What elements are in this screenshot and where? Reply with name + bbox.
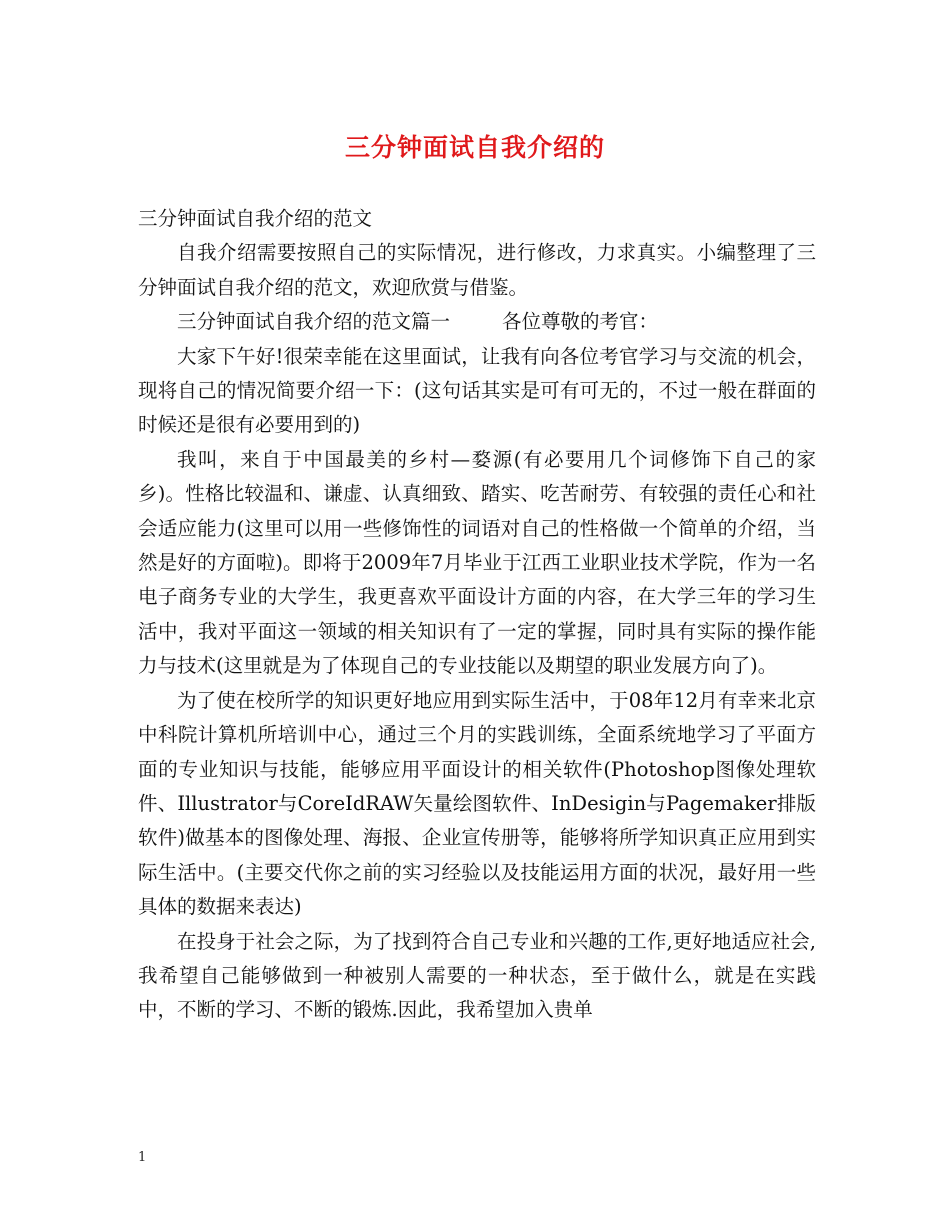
- intro-paragraph: 自我介绍需要按照自己的实际情况，进行修改，力求真实。小编整理了三分钟面试自我介绍的范文，欢迎欣赏与借鉴。: [138, 241, 816, 299]
- body-paragraph-background: 我叫，来自于中国最美的乡村—婺源(有必要用几个词修饰下自己的家乡)。性格比较温和、谦虚、认真细致、踏实、吃苦耐劳、有较强的责任心和社会适应能力(这里可以用一些修饰性的词语对自己的性格做一个简单的介绍，当然是好的方面啦)。即将于2009年7月毕业于江西工业职业技术学院，作为一名电子商务专业的大学生，我更喜欢平面设计方面的内容，在大学三年的学习生活中，我对平面这一领域的相关知识有了一定的掌握，同时具有实际的操作能力与技术(这里就是为了体现自己的专业技能以及期望的职业发展方向了)。: [138, 447, 816, 678]
- sample-heading-line: [138, 305, 816, 339]
- sample-heading: 三分钟面试自我介绍的范文篇一: [177, 310, 451, 334]
- greeting: 各位尊敬的考官：: [502, 310, 659, 334]
- document-title: 三分钟面试自我介绍的: [344, 133, 605, 162]
- page-number: 1: [138, 1150, 147, 1165]
- body-paragraph-goals: 在投身于社会之际，为了找到符合自己专业和兴趣的工作,更好地适应社会,我希望自己能够做到一种被别人需要的一种状态，至于做什么，就是在实践中，不断的学习、不断的锻炼.因此，我希望加入贵单: [138, 929, 816, 1022]
- document-body: [138, 202, 816, 1028]
- document-subtitle: 三分钟面试自我介绍的范文: [138, 207, 373, 230]
- body-paragraph-opening: 大家下午好!很荣幸能在这里面试，让我有向各位考官学习与交流的机会，现将自己的情况简要介绍一下：(这句话其实是可有可无的，不过一般在群面的时候还是很有必要用到的): [138, 344, 816, 437]
- body-paragraph-training: 为了使在校所学的知识更好地应用到实际生活中，于08年12月有幸来北京中科院计算机所培训中心，通过三个月的实践训练，全面系统地学习了平面方面的专业知识与技能，能够应用平面设计的相关软件(Photoshop图像处理软件、Illustrator与CoreIdRAW矢量绘图软件、InDesigin与Pagemaker排版软件)做基本的图像处理、海报、企业宣传册等，能够将所学知识真正应用到实际生活中。(主要交代你之前的实习经验以及技能运用方面的状况，最好用一些具体的数据来表达): [138, 688, 816, 919]
